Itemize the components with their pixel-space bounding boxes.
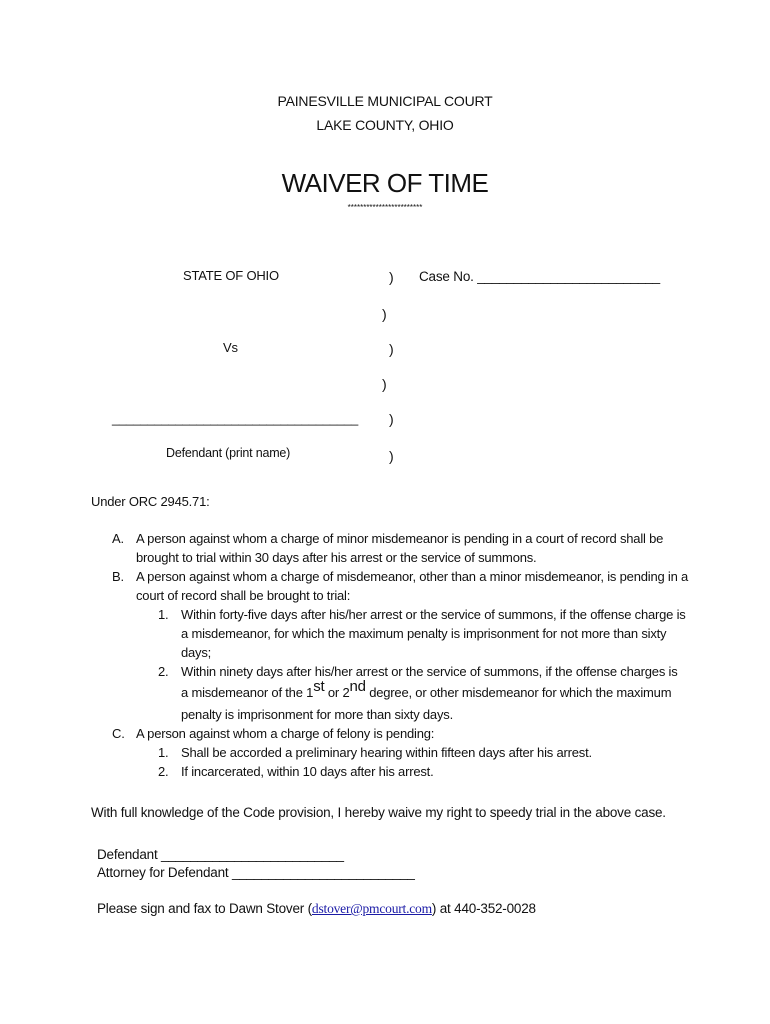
list-item-text: Within ninety days after his/her arrest or the service of summons, if the offense charges is <box>181 664 678 679</box>
list-item <box>112 762 692 781</box>
fax-instructions <box>97 901 536 917</box>
defendant-signature-line[interactable]: Defendant _________________________ <box>97 847 344 862</box>
court-name: PAINESVILLE MUNICIPAL COURT <box>277 93 493 109</box>
defendant-print-label: Defendant (print name) <box>166 446 291 460</box>
caption-paren: ) <box>389 341 394 357</box>
list-item-text: A person against whom a charge of minor misdemeanor is pending in a court of record shall be brought to trial within 30 days after his arrest or the service of summons. <box>136 531 664 565</box>
list-marker: 2. <box>158 664 169 679</box>
list-marker: C. <box>112 726 125 741</box>
list-item <box>112 724 692 743</box>
list-marker: 2. <box>158 764 169 779</box>
case-number-field[interactable]: Case No. _________________________ <box>419 269 660 284</box>
caption-paren: ) <box>382 306 387 322</box>
text-fragment: a misdemeanor of the 1 <box>181 685 314 700</box>
statute-list <box>112 529 692 781</box>
list-item <box>112 605 692 662</box>
text-fragment: or 2 <box>324 685 350 700</box>
document-title: WAIVER OF TIME <box>281 168 489 198</box>
versus-label: Vs <box>223 340 238 355</box>
list-item <box>112 662 692 724</box>
list-item-text: If incarcerated, within 10 days after his arrest. <box>181 764 434 779</box>
ordinal-suffix: st <box>313 677 325 695</box>
list-item <box>112 567 692 605</box>
list-item-text: penalty is imprisonment for more than sixty days. <box>181 707 453 722</box>
list-item-text: A person against whom a charge of misdemeanor, other than a minor misdemeanor, is pending in a court of record shall be brought to trial: <box>136 569 689 603</box>
email-link[interactable]: dstover@pmcourt.com <box>311 901 432 916</box>
list-marker: A. <box>112 531 124 546</box>
ordinal-suffix: nd <box>349 677 366 695</box>
attorney-signature-line[interactable]: Attorney for Defendant _________________________ <box>97 865 415 880</box>
defendant-name-line[interactable]: ___________________________________ <box>112 411 359 426</box>
plaintiff-name: STATE OF OHIO <box>183 268 279 283</box>
list-item <box>112 743 692 762</box>
list-item-text: Within forty-five days after his/her arrest or the service of summons, if the offense charge is a misdemeanor, for which the maximum penalty is imprisonment for not more than sixty days; <box>181 607 686 660</box>
statute-intro: Under ORC 2945.71: <box>91 494 210 509</box>
list-marker: B. <box>112 569 124 584</box>
text-fragment: Please sign and fax to Dawn Stover ( <box>97 901 312 916</box>
list-marker: 1. <box>158 745 169 760</box>
text-fragment: degree, or other misdemeanor for which the maximum <box>365 685 672 700</box>
list-item <box>112 529 692 567</box>
title-stars: ************************ <box>347 203 423 212</box>
caption-paren: ) <box>382 376 387 392</box>
list-item-text: Shall be accorded a preliminary hearing within fifteen days after his arrest. <box>181 745 592 760</box>
caption-paren: ) <box>389 448 394 464</box>
list-marker: 1. <box>158 607 169 622</box>
list-item-text: A person against whom a charge of felony is pending: <box>136 726 435 741</box>
caption-paren: ) <box>389 411 394 427</box>
county-name: LAKE COUNTY, OHIO <box>316 117 454 133</box>
caption-paren: ) <box>389 269 394 285</box>
waiver-statement: With full knowledge of the Code provision, I hereby waive my right to speedy trial in the above case. <box>91 805 666 820</box>
text-fragment: ) at 440-352-0028 <box>431 901 536 916</box>
list-item-text <box>181 677 692 705</box>
